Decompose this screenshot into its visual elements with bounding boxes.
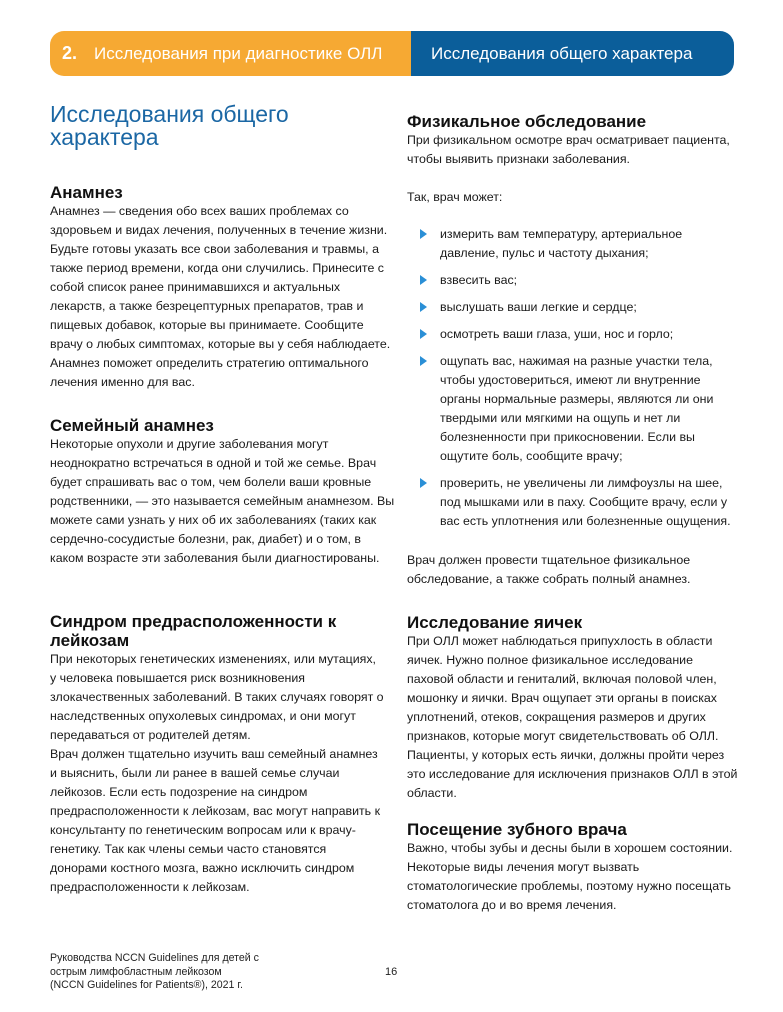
family-history-section xyxy=(50,416,395,568)
dentist-text: Важно, чтобы зубы и десны были в хорошем состоянии. Некоторые виды лечения могут вызвать стоматологические проблемы, поэтому нужно посещать стоматолога до и во время лечения. xyxy=(407,841,733,912)
physical-exam-conclusion-block xyxy=(407,551,737,589)
anamnesis-section xyxy=(50,183,395,392)
physical-exam-intro: При физикальном осмотре врач осматривает пациента, чтобы выявить признаки заболевания. xyxy=(407,133,730,166)
family-history-text: Некоторые опухоли и другие заболевания могут неоднократно встречаться в одной и той же семье. Врач будет спрашивать вас о том, чем болели ваши кровные родственники, — это называется семейным анамнезом. Вы можете сами узнать у них об их заболеваниях (таких как сердечно-сосудистые болезни, рак, диабет) и о том, в каком возрасте эти заболевания были диагностированы. xyxy=(50,437,395,565)
chevron-right-icon xyxy=(420,356,427,366)
physical-exam-list xyxy=(407,225,737,531)
footer-citation xyxy=(50,952,259,993)
dentist-heading: Посещение зубного врача xyxy=(407,820,627,839)
section-tab xyxy=(411,31,734,76)
list-item: измерить вам температуру, артериальное давление, пульс и частоту дыхания; xyxy=(407,225,737,263)
list-item: взвесить вас; xyxy=(407,271,737,290)
footer-line-1: Руководства NCCN Guidelines для детей с xyxy=(50,952,259,964)
chevron-right-icon xyxy=(420,478,427,488)
predisposition-heading: Синдром предрасположенности к лейкозам xyxy=(50,612,337,650)
section-title: Исследования общего характера xyxy=(431,43,693,63)
list-item: проверить, не увеличены ли лимфоузлы на шее, под мышками или в паху. Сообщите врачу, если у вас есть уплотнения или болезненные ощущения. xyxy=(407,474,737,531)
predisposition-text-2: Врач должен тщательно изучить ваш семейный анамнез и выяснить, были ли ранее в вашей семье случаи лейкозов. Если есть подозрение на синдром предрасположенности к лейкозам, вас могут направить к консультанту по генетическим вопросам или к врачу-генетику. Так как члены семьи часто становятся донорами костного мозга, важно исключить синдром предрасположенности к лейкозам. xyxy=(50,747,380,894)
physical-exam-section xyxy=(407,112,737,539)
predisposition-section xyxy=(50,612,385,897)
page-number: 16 xyxy=(385,966,398,978)
physical-exam-lead: Так, врач может: xyxy=(407,190,503,204)
list-item: ощупать вас, нажимая на разные участки тела, чтобы удостовериться, имеют ли внутренние органы нормальные размеры, являются ли они твердыми или мягкими на ощупь и нет ли болезненности при прикосновении. Если вы ощутите боль, сообщите врачу; xyxy=(407,352,737,466)
chevron-right-icon xyxy=(420,275,427,285)
chapter-tab xyxy=(50,31,411,76)
chapter-title: Исследования при диагностике ОЛЛ xyxy=(94,43,383,63)
list-item: выслушать ваши легкие и сердце; xyxy=(407,298,737,317)
footer-line-2: острым лимфобластным лейкозом xyxy=(50,965,222,978)
family-history-heading: Семейный анамнез xyxy=(50,416,214,435)
dentist-section xyxy=(407,820,737,915)
testicular-text: При ОЛЛ может наблюдаться припухлость в области яичек. Нужно полное физикальное исследование паховой области и гениталий, включая половой член, мошонку и яички. Врач ощупает эти органы в поисках уплотнений, отеков, сокращения размеров и других признаков, которые могут свидетельствовать об ОЛЛ. Пациенты, у которых есть яички, должны пройти через это исследование для исключения признаков ОЛЛ в этой области. xyxy=(407,634,738,800)
footer-line-3: (NCCN Guidelines for Patients®), 2021 г. xyxy=(50,979,243,991)
testicular-section xyxy=(407,613,742,803)
chapter-number: 2. xyxy=(62,43,78,63)
anamnesis-heading: Анамнез xyxy=(50,183,123,202)
anamnesis-text: Анамнез — сведения обо всех ваших проблемах со здоровьем и видах лечения, полученных в течение жизни. Будьте готовы указать все свои заболевания и травмы, а также период времени, когда они случились. Принесите с собой список ранее принимавшихся и актуальных лекарств, а также безрецептурных препаратов, трав и пищевых добавок, которые вы принимаете. Сообщите врачу о любых симптомах, которые вы у себя наблюдаете. Анамнез поможет определить стратегию оптимального лечения именно для вас. xyxy=(50,204,391,389)
chevron-right-icon xyxy=(420,302,427,312)
chevron-right-icon xyxy=(420,329,427,339)
predisposition-text-1: При некоторых генетических изменениях, или мутациях, у человека повышается риск возникновения злокачественных заболеваний. В таких случаях говорят о наследственных опухолевых синдромах, и они могут передаваться от родителей детям. xyxy=(50,652,384,742)
page-title: Исследования общего характера xyxy=(50,101,289,150)
chevron-right-icon xyxy=(420,229,427,239)
physical-exam-heading: Физикальное обследование xyxy=(407,112,647,131)
list-item: осмотреть ваши глаза, уши, нос и горло; xyxy=(407,325,737,344)
testicular-heading: Исследование яичек xyxy=(407,613,583,632)
chapter-banner xyxy=(50,31,734,76)
physical-exam-conclusion: Врач должен провести тщательное физикальное обследование, а также собрать полный анамнез. xyxy=(407,553,691,586)
